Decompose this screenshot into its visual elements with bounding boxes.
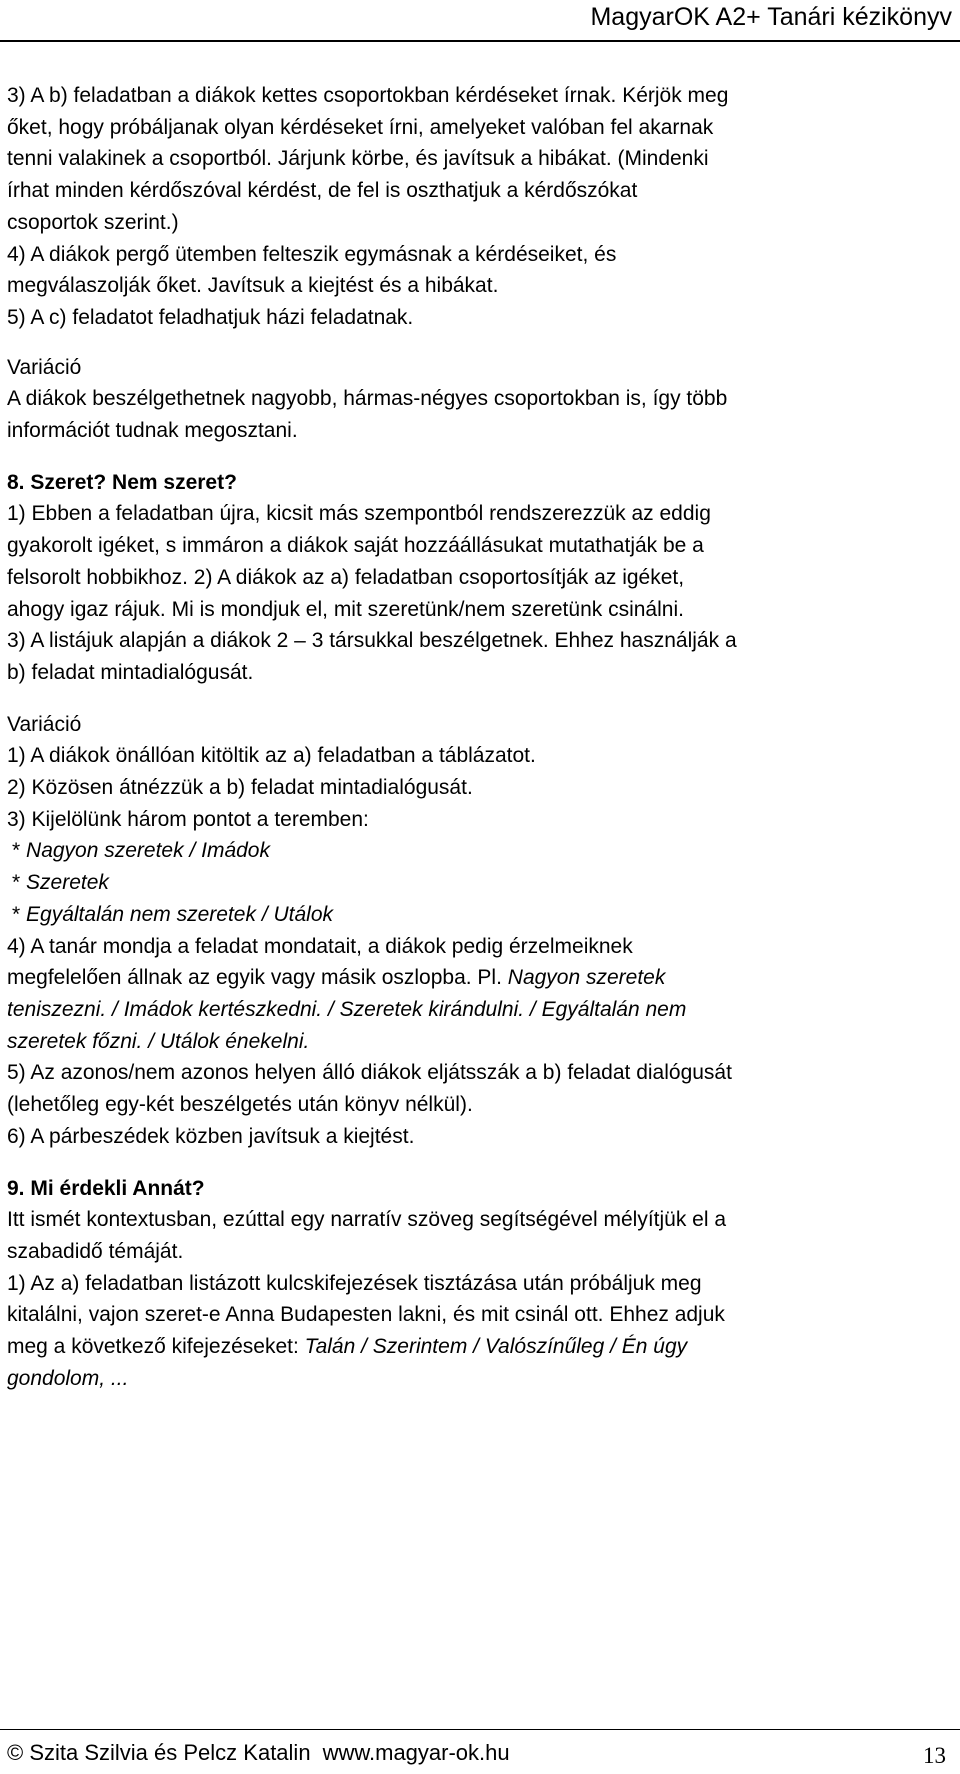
variation-block-2 [7, 709, 951, 1153]
text-line: felsorolt hobbikhoz. 2) A diákok az a) feladatban csoportosítják az igéket, [7, 565, 685, 589]
bullet-marker: * [12, 871, 21, 895]
section-heading: 9. Mi érdekli Annát? [7, 1176, 205, 1200]
footer-credits [7, 1738, 510, 1768]
page-number: 13 [923, 1743, 946, 1768]
text-line: szabadidő témáját. [7, 1239, 184, 1263]
text-line: 6) A párbeszédek közben javítsuk a kiejtést. [7, 1124, 415, 1148]
list-item [7, 867, 951, 899]
text-line [7, 1331, 951, 1363]
section-8 [7, 467, 951, 689]
page-body [7, 80, 951, 1394]
text-line: csoportok szerint.) [7, 210, 179, 234]
example-text: gondolom, ... [7, 1366, 129, 1390]
text-line: 3) Kijelölünk három pontot a teremben: [7, 807, 369, 831]
example-text: teniszezni. / Imádok kertészkedni. / Szeretek kirándulni. / Egyáltalán nem [7, 997, 687, 1021]
paragraph-block-1 [7, 80, 951, 334]
bullet-marker: * [12, 902, 21, 926]
text-line: információt tudnak megosztani. [7, 419, 298, 443]
list-item [7, 835, 951, 867]
website-link[interactable]: www.magyar-ok.hu [322, 1740, 510, 1765]
text-run: megfelelően állnak az egyik vagy másik oszlopba. Pl. [7, 966, 502, 990]
point-label: Egyáltalán nem szeretek / Utálok [26, 902, 334, 926]
footer-divider [0, 1729, 960, 1730]
text-line: írhat minden kérdőszóval kérdést, de fel is oszthatjuk a kérdőszókat [7, 179, 638, 203]
text-line: megválaszolják őket. Javítsuk a kiejtést és a hibákat. [7, 274, 499, 298]
text-line: A diákok beszélgethetnek nagyobb, hármas-négyes csoportokban is, így több [7, 387, 728, 411]
text-line: Itt ismét kontextusban, ezúttal egy narratív szöveg segítségével mélyítjük el a [7, 1208, 727, 1232]
example-text: Talán / Szerintem / Valószínűleg / Én úgy [304, 1335, 688, 1359]
text-line: tenni valakinek a csoportból. Járjunk körbe, és javítsuk a hibákat. (Mindenki [7, 147, 709, 171]
text-line: 3) A b) feladatban a diákok kettes csoportokban kérdéseket írnak. Kérjök meg [7, 84, 729, 107]
text-line: 2) Közösen átnézzük a b) feladat mintadialógusát. [7, 776, 473, 800]
text-line: 4) A diákok pergő ütemben felteszik egymásnak a kérdéseiket, és [7, 242, 617, 266]
bullet-marker: * [12, 839, 21, 863]
copyright-text: © Szita Szilvia és Pelcz Katalin [7, 1740, 311, 1765]
text-line: 5) A c) feladatot feladhatjuk házi feladatnak. [7, 305, 414, 329]
text-line: (lehetőleg egy-két beszélgetés után könyv nélkül). [7, 1093, 473, 1117]
text-line: 3) A listájuk alapján a diákok 2 – 3 társukkal beszélgetnek. Ehhez használják a [7, 629, 737, 653]
section-9 [7, 1173, 951, 1395]
text-line: 1) Az a) feladatban listázott kulcskifejezések tisztázása után próbáljuk meg [7, 1271, 702, 1295]
text-line [7, 962, 951, 994]
list-item [7, 899, 951, 931]
example-text: Nagyon szeretek [507, 966, 666, 990]
text-line: 1) A diákok önállóan kitöltik az a) feladatban a táblázatot. [7, 744, 536, 768]
text-line: 1) Ebben a feladatban újra, kicsit más szempontból rendszerezzük az eddig [7, 502, 711, 526]
point-label: Szeretek [26, 871, 109, 895]
text-line: 4) A tanár mondja a feladat mondatait, a diákok pedig érzelmeiknek [7, 934, 633, 958]
variation-heading: Variáció [7, 355, 82, 379]
point-label: Nagyon szeretek / Imádok [26, 839, 270, 863]
header-divider [0, 40, 960, 42]
text-line: ahogy igaz rájuk. Mi is mondjuk el, mit szeretünk/nem szeretünk csinálni. [7, 597, 684, 621]
text-line: 5) Az azonos/nem azonos helyen álló diákok eljátsszák a b) feladat dialógusát [7, 1061, 732, 1085]
text-line: gyakorolt igéket, s immáron a diákok saját hozzáállásukat mutathatják be a [7, 534, 704, 558]
variation-block-1 [7, 352, 951, 447]
variation-heading: Variáció [7, 712, 82, 736]
section-heading: 8. Szeret? Nem szeret? [7, 470, 237, 494]
text-line: b) feladat mintadialógusát. [7, 660, 254, 684]
running-header: MagyarOK A2+ Tanári kézikönyv [590, 3, 952, 31]
text-run: meg a következő kifejezéseket: [7, 1335, 299, 1359]
example-text: szeretek főzni. / Utálok énekelni. [7, 1029, 310, 1053]
text-line: kitalálni, vajon szeret-e Anna Budapesten lakni, és mit csinál ott. Ehhez adjuk [7, 1303, 725, 1327]
text-line: őket, hogy próbáljanak olyan kérdéseket írni, amelyeket valóban fel akarnak [7, 115, 714, 139]
